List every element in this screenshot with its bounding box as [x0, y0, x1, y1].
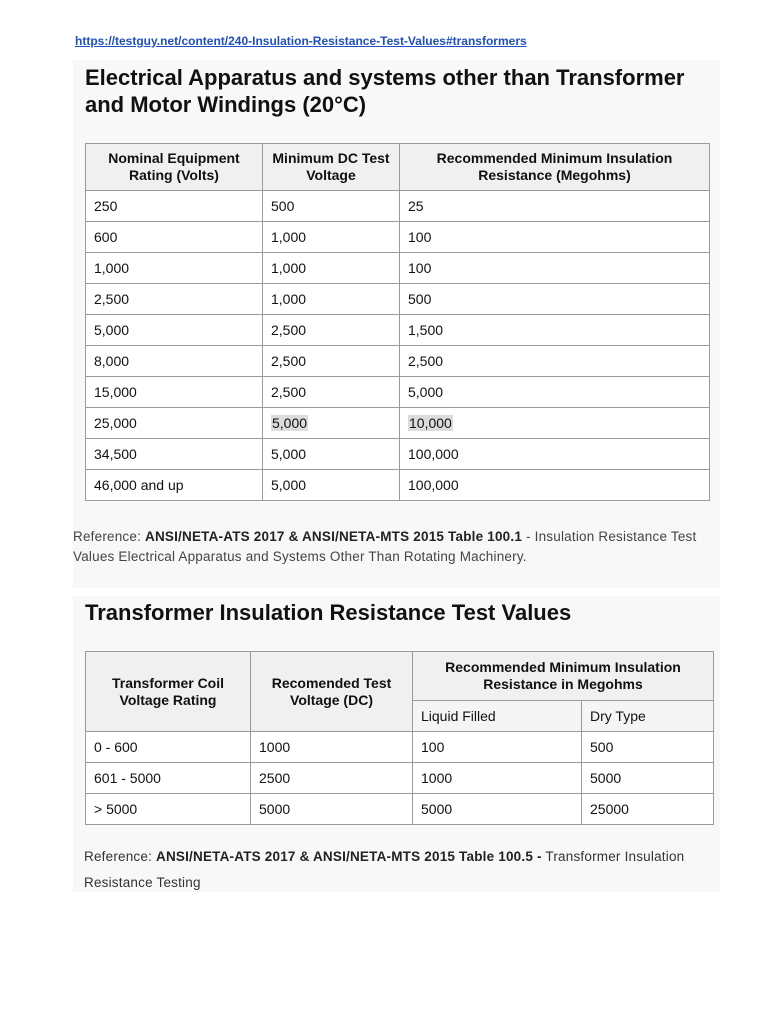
cell-rating: 1,000	[86, 253, 263, 284]
reference-standard: ANSI/NETA-ATS 2017 & ANSI/NETA-MTS 2015 Table 100.1	[145, 529, 523, 544]
cell-test-voltage: 1,000	[263, 284, 400, 315]
reference-note	[84, 844, 704, 896]
cell-dry-type: 5000	[582, 763, 714, 794]
cell-min-resistance: 1,500	[400, 315, 710, 346]
reference-note	[73, 527, 718, 567]
cell-rating: 2,500	[86, 284, 263, 315]
table-row	[86, 439, 710, 470]
cell-liquid-filled: 1000	[413, 763, 582, 794]
table-row	[86, 794, 714, 825]
cell-dry-type: 500	[582, 732, 714, 763]
col-header-min-resistance: Recommended Minimum Insulation Resistance (Megohms)	[400, 144, 710, 191]
source-link[interactable]: https://testguy.net/content/240-Insulation-Resistance-Test-Values#transformers	[75, 34, 527, 48]
cell-test-voltage: 500	[263, 191, 400, 222]
cell-rating: 34,500	[86, 439, 263, 470]
cell-min-resistance: 100,000	[400, 439, 710, 470]
cell-min-resistance	[400, 408, 710, 439]
table-row	[86, 191, 710, 222]
cell-rating: 8,000	[86, 346, 263, 377]
insulation-table-transformer	[85, 651, 714, 825]
col-header-test-voltage: Minimum DC Test Voltage	[263, 144, 400, 191]
cell-coil-rating: 601 - 5000	[86, 763, 251, 794]
cell-min-resistance: 2,500	[400, 346, 710, 377]
cell-rating: 25,000	[86, 408, 263, 439]
cell-test-voltage: 5,000	[263, 470, 400, 501]
table-row	[86, 408, 710, 439]
table-row	[86, 763, 714, 794]
table-row	[86, 470, 710, 501]
cell-coil-rating: > 5000	[86, 794, 251, 825]
cell-coil-rating: 0 - 600	[86, 732, 251, 763]
reference-description: - Insulation Resistance Test Values Electrical Apparatus and Systems Other Than Rotating Machinery.	[73, 529, 697, 564]
table-row	[86, 377, 710, 408]
insulation-table-apparatus	[85, 143, 710, 501]
reference-standard: ANSI/NETA-ATS 2017 & ANSI/NETA-MTS 2015 Table 100.5 -	[156, 849, 542, 864]
cell-min-resistance: 100,000	[400, 470, 710, 501]
cell-test-voltage: 2,500	[263, 315, 400, 346]
cell-dry-type: 25000	[582, 794, 714, 825]
section-transformer	[73, 596, 720, 892]
col-header-coil-rating: Transformer Coil Voltage Rating	[86, 652, 251, 732]
section-title: Transformer Insulation Resistance Test Values	[85, 600, 572, 625]
reference-prefix: Reference:	[84, 849, 156, 864]
reference-prefix: Reference:	[73, 529, 145, 544]
cell-rating: 15,000	[86, 377, 263, 408]
cell-test-voltage: 2,500	[263, 346, 400, 377]
cell-test-voltage: 1,000	[263, 222, 400, 253]
cell-min-resistance: 5,000	[400, 377, 710, 408]
highlighted-text: 10,000	[409, 415, 452, 431]
cell-test-voltage: 5000	[251, 794, 413, 825]
highlighted-text: 5,000	[272, 415, 308, 431]
cell-min-resistance: 25	[400, 191, 710, 222]
col-header-rating: Nominal Equipment Rating (Volts)	[86, 144, 263, 191]
cell-min-resistance: 500	[400, 284, 710, 315]
cell-test-voltage	[263, 408, 400, 439]
table-row	[86, 253, 710, 284]
table-row	[86, 284, 710, 315]
cell-rating: 250	[86, 191, 263, 222]
section-title: Electrical Apparatus and systems other than Transformer and Motor Windings (20°C)	[85, 65, 685, 117]
table-row	[86, 732, 714, 763]
cell-rating: 600	[86, 222, 263, 253]
section-electrical-apparatus	[73, 60, 720, 588]
col-header-min-resistance-group: Recommended Minimum Insulation Resistance in Megohms	[413, 652, 714, 701]
col-header-dry-type: Dry Type	[582, 701, 714, 732]
cell-rating: 46,000 and up	[86, 470, 263, 501]
table-row	[86, 315, 710, 346]
cell-test-voltage: 2500	[251, 763, 413, 794]
cell-test-voltage: 2,500	[263, 377, 400, 408]
cell-rating: 5,000	[86, 315, 263, 346]
col-header-liquid-filled: Liquid Filled	[413, 701, 582, 732]
cell-min-resistance: 100	[400, 253, 710, 284]
cell-test-voltage: 1000	[251, 732, 413, 763]
table-row	[86, 222, 710, 253]
cell-liquid-filled: 5000	[413, 794, 582, 825]
cell-liquid-filled: 100	[413, 732, 582, 763]
table-row	[86, 346, 710, 377]
reference-description: Transformer Insulation Resistance Testing	[84, 849, 685, 890]
cell-min-resistance: 100	[400, 222, 710, 253]
col-header-test-voltage: Recomended Test Voltage (DC)	[251, 652, 413, 732]
cell-test-voltage: 1,000	[263, 253, 400, 284]
cell-test-voltage: 5,000	[263, 439, 400, 470]
